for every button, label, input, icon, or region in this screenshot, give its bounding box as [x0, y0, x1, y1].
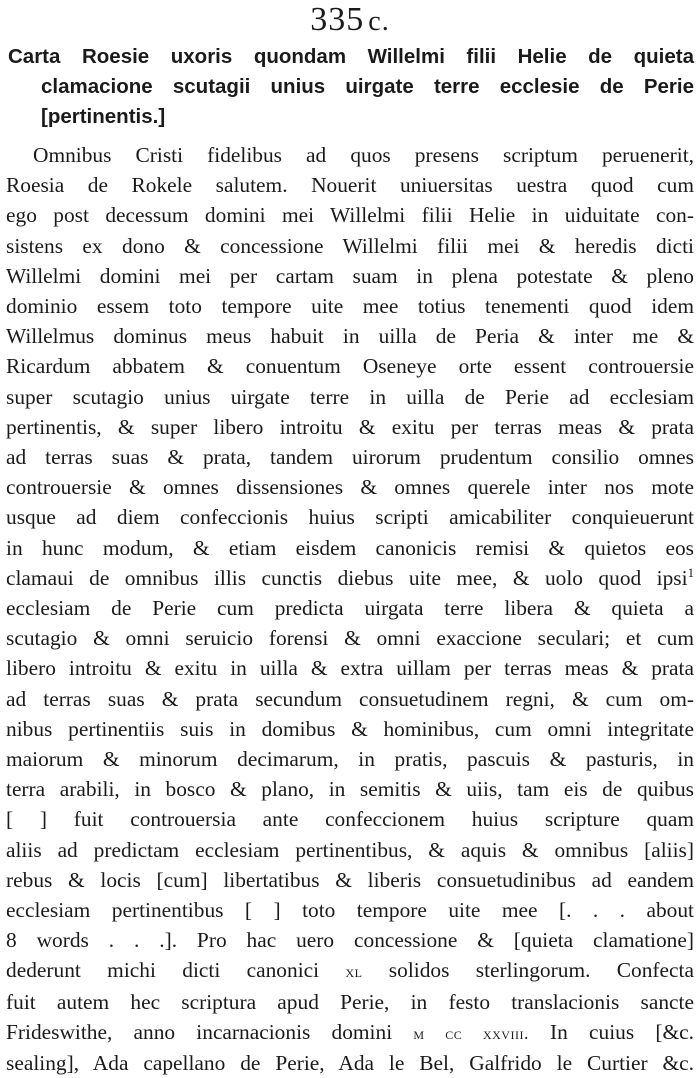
- heading-line: Carta Roesie uxoris quondam Willelmi filii Helie de quieta: [8, 45, 694, 68]
- body-line-with-numeral: [6, 955, 694, 986]
- body-line: fuit autem hec scriptura apud Perie, in festo translacionis sancte: [6, 989, 694, 1014]
- body-line: rebus & locis [cum] libertatibus & liberis consuetudinibus ad eandem: [6, 867, 694, 892]
- body-line: Omnibus Cristi fidelibus ad quos presens scriptum peruenerit,: [33, 143, 694, 167]
- body-line-with-numeral: [6, 1017, 694, 1048]
- body-line-text: solidos sterlingorum. Confecta: [388, 958, 694, 983]
- roman-numeral: xl: [345, 961, 363, 982]
- body-line: terra arabili, in bosco & plano, in semitis & uiis, tam eis de quibus: [6, 777, 694, 802]
- body-line: 8 words . . .]. Pro hac uero concessione & [quieta clamatione]: [6, 928, 694, 953]
- body-line: ego post decessum domini mei Willelmi filii Helie in uiduitate con-: [6, 203, 694, 228]
- charter-number-suffix: c.: [368, 6, 390, 37]
- body-line: maiorum & minorum decimarum, in pratis, pascuis & pasturis, in: [6, 747, 694, 772]
- body-line-text: clamaui de omnibus illis cunctis diebus uite mee, & uolo quod ipsi: [6, 565, 688, 590]
- roman-numeral-date: m cc xxviii.: [413, 1022, 529, 1043]
- body-line-text: In cuius [&c.: [550, 1019, 694, 1044]
- body-line: Roesia de Rokele salutem. Nouerit uniuersitas uestra quod cum: [6, 173, 694, 198]
- body-line-with-footnote: [6, 563, 694, 593]
- body-line: controuersie & omnes dissensiones & omnes querele inter nos mote: [6, 475, 694, 500]
- body-line: pertinentis, & super libero introitu & exitu per terras meas & prata: [6, 414, 694, 439]
- footnote-mark: 1: [687, 565, 694, 580]
- body-line: ecclesiam pertinentibus [ ] toto tempore uite mee [. . . about: [6, 898, 694, 923]
- body-line-text: dederunt michi dicti canonici: [6, 958, 320, 983]
- body-line: ad terras suas & prata secundum consuetudinem regni, & cum om-: [6, 686, 694, 711]
- body-line: usque ad diem confeccionis huius scripti amicabiliter conquieuerunt: [6, 505, 694, 530]
- body-line: scutagio & omni seruicio forensi & omni exaccione seculari; et cum: [6, 626, 694, 651]
- charter-number: [0, 0, 700, 42]
- body-line: Willelmus dominus meus habuit in uilla de Peria & inter me &: [6, 324, 694, 349]
- body-line: nibus pertinentiis suis in domibus & hominibus, cum omni integritate: [6, 716, 694, 741]
- body-line: dominio essem toto tempore uite mee totius tenementi quod idem: [6, 294, 694, 319]
- body-line: aliis ad predictam ecclesiam pertinentibus, & aquis & omnibus [aliis]: [6, 837, 694, 862]
- body-line: Willelmi domini mei per cartam suam in plena potestate & pleno: [6, 263, 694, 288]
- body-line-text: Frideswithe, anno incarnacionis domini: [6, 1019, 393, 1044]
- body-line: ad terras suas & prata, tandem uirorum prudentum consilio omnes: [6, 445, 694, 470]
- charter-heading: [8, 42, 694, 132]
- body-line: libero introitu & exitu in uilla & extra uillam per terras meas & prata: [6, 656, 694, 681]
- charter-body: [6, 140, 694, 1078]
- body-line: ecclesiam de Perie cum predicta uirgata terre libera & quieta a: [6, 596, 694, 621]
- body-line: in hunc modum, & etiam eisdem canonicis remisi & quietos eos: [6, 535, 694, 560]
- charter-number-value: 335: [310, 1, 365, 38]
- heading-line: [pertinentis.]: [41, 105, 166, 128]
- heading-line: clamacione scutagii unius uirgate terre ecclesie de Perie: [41, 75, 694, 98]
- body-line: Ricardum abbatem & conuentum Oseneye orte essent controuersie: [6, 354, 694, 379]
- body-line: sealing], Ada capellano de Perie, Ada le Bel, Galfrido le Curtier &c.: [6, 1051, 694, 1076]
- body-line: [ ] fuit controuersia ante confeccionem huius scripture quam: [6, 807, 694, 832]
- body-line: sistens ex dono & concessione Willelmi filii mei & heredis dicti: [6, 233, 694, 258]
- body-line: super scutagio unius uirgate terre in uilla de Perie ad ecclesiam: [6, 384, 694, 409]
